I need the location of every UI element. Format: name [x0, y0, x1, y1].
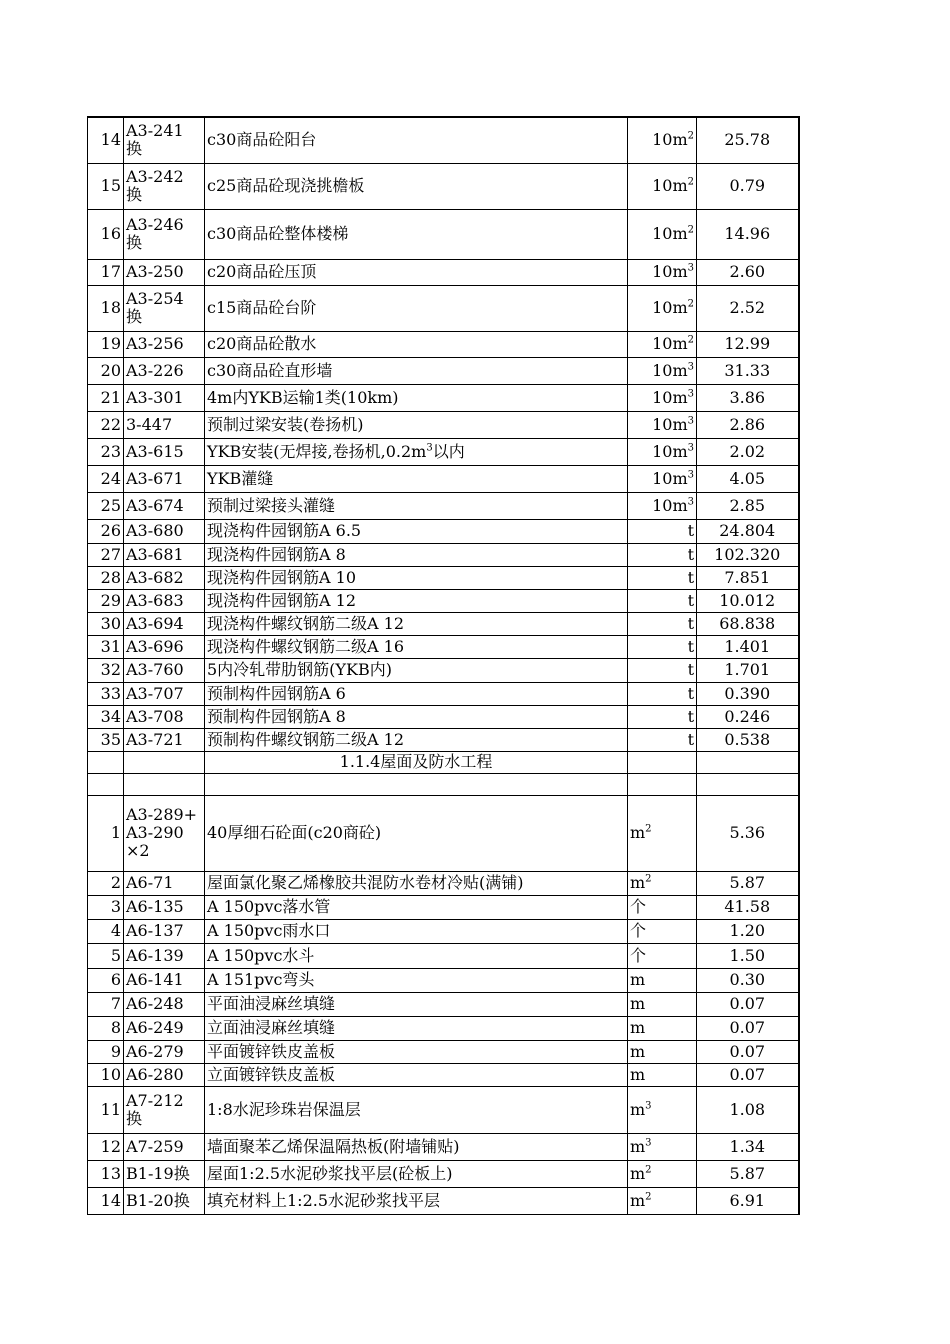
cell-unit[interactable]: [628, 566, 697, 589]
unit-text: 10m: [652, 414, 688, 434]
cell-unit[interactable]: [628, 465, 697, 492]
cell-name[interactable]: 屋面1:2.5水泥砂浆找平层(砼板上): [205, 1160, 628, 1187]
cell-code[interactable]: A6-137: [124, 919, 205, 943]
cell-no[interactable]: 26: [88, 519, 124, 543]
cell-name[interactable]: c30商品砼阳台: [205, 117, 628, 163]
cell-qty[interactable]: 2.02: [697, 438, 799, 465]
table-row: [88, 465, 799, 492]
table-row: [88, 1187, 799, 1214]
cell-code[interactable]: A7-259: [124, 1133, 205, 1160]
cell-code[interactable]: A3-707: [124, 682, 205, 705]
table-row: [88, 871, 799, 895]
cell-code[interactable]: A3-683: [124, 589, 205, 612]
cell-no[interactable]: 22: [88, 411, 124, 438]
cell-unit[interactable]: [628, 411, 697, 438]
table-row: [88, 566, 799, 589]
cell-qty[interactable]: 2.86: [697, 411, 799, 438]
cell-code[interactable]: A3-254 换: [124, 285, 205, 331]
unit-text: t: [687, 567, 694, 587]
cell-code[interactable]: [124, 773, 205, 795]
cell-name[interactable]: 预制过梁安装(卷扬机): [205, 411, 628, 438]
cell-code[interactable]: A3-694: [124, 612, 205, 635]
unit-text: m: [630, 1018, 646, 1037]
cell-code[interactable]: A6-279: [124, 1040, 205, 1063]
unit-exponent: 2: [645, 1164, 652, 1176]
cell-qty[interactable]: 5.36: [697, 795, 799, 871]
cell-code[interactable]: A6-141: [124, 968, 205, 992]
unit-exponent: 2: [645, 873, 652, 885]
cell-qty[interactable]: 1.401: [697, 635, 799, 658]
table-row: [88, 728, 799, 751]
cell-qty[interactable]: 6.91: [697, 1187, 799, 1214]
table-row: [88, 773, 799, 795]
cell-unit[interactable]: [628, 795, 697, 871]
cell-no[interactable]: 28: [88, 566, 124, 589]
table-row: [88, 331, 799, 357]
cell-code[interactable]: A3-681: [124, 543, 205, 566]
cell-unit[interactable]: [628, 895, 697, 919]
cell-no[interactable]: 35: [88, 728, 124, 751]
table-row: [88, 519, 799, 543]
unit-text: t: [687, 613, 694, 633]
cell-code[interactable]: A3-682: [124, 566, 205, 589]
cell-qty[interactable]: 14.96: [697, 209, 799, 259]
cell-no[interactable]: 13: [88, 1160, 124, 1187]
unit-exponent: 3: [687, 496, 694, 508]
cell-name[interactable]: 立面油浸麻丝填缝: [205, 1016, 628, 1040]
name-exponent: 3: [426, 442, 433, 454]
table-row: [88, 285, 799, 331]
cell-code[interactable]: A3-721: [124, 728, 205, 751]
cell-name[interactable]: 现浇构件园钢筋A 8: [205, 543, 628, 566]
table-row: [88, 1040, 799, 1063]
cell-qty[interactable]: 0.246: [697, 705, 799, 728]
cell-name[interactable]: 现浇构件螺纹钢筋二级A 12: [205, 612, 628, 635]
unit-text: 10m: [652, 130, 688, 150]
cell-qty[interactable]: 41.58: [697, 895, 799, 919]
cell-unit[interactable]: [628, 285, 697, 331]
unit-exponent: 2: [645, 823, 652, 835]
unit-exponent: 2: [687, 130, 694, 142]
cell-unit[interactable]: [628, 635, 697, 658]
cell-code[interactable]: A6-71: [124, 871, 205, 895]
cell-code[interactable]: [124, 751, 205, 773]
cell-unit[interactable]: [628, 682, 697, 705]
cell-unit[interactable]: [628, 705, 697, 728]
table-row: [88, 968, 799, 992]
cell-unit[interactable]: [628, 773, 697, 795]
cell-unit[interactable]: [628, 1133, 697, 1160]
unit-text: m: [630, 1136, 646, 1156]
cell-name[interactable]: c30商品砼直形墙: [205, 357, 628, 384]
unit-text: t: [687, 521, 694, 540]
unit-text: 10m: [652, 334, 688, 353]
cell-qty[interactable]: 2.85: [697, 492, 799, 519]
cell-unit[interactable]: [628, 209, 697, 259]
table-row: [88, 919, 799, 943]
cell-no[interactable]: 24: [88, 465, 124, 492]
cell-name[interactable]: A 150pvc落水管: [205, 895, 628, 919]
cell-code[interactable]: A3-615: [124, 438, 205, 465]
cell-unit[interactable]: [628, 992, 697, 1016]
cell-code[interactable]: B1-20换: [124, 1187, 205, 1214]
cell-qty[interactable]: 1.34: [697, 1133, 799, 1160]
table-row: [88, 992, 799, 1016]
cell-name[interactable]: 现浇构件园钢筋A 6.5: [205, 519, 628, 543]
cell-unit[interactable]: [628, 658, 697, 682]
cell-qty[interactable]: 7.851: [697, 566, 799, 589]
cell-unit[interactable]: [628, 357, 697, 384]
cell-no[interactable]: 12: [88, 1133, 124, 1160]
cell-unit[interactable]: [628, 543, 697, 566]
cell-no[interactable]: [88, 773, 124, 795]
cell-code[interactable]: A6-280: [124, 1063, 205, 1086]
cell-qty[interactable]: 1.50: [697, 943, 799, 968]
table-row: [88, 543, 799, 566]
cell-unit[interactable]: [628, 117, 697, 163]
table-body: [88, 117, 799, 1214]
cell-qty[interactable]: 2.60: [697, 259, 799, 285]
table-row: [88, 384, 799, 411]
cell-qty[interactable]: 24.804: [697, 519, 799, 543]
cell-name[interactable]: [205, 438, 628, 465]
cell-unit[interactable]: [628, 1086, 697, 1133]
cell-name[interactable]: 填充材料上1:2.5水泥砂浆找平层: [205, 1187, 628, 1214]
unit-text: 10m: [652, 224, 688, 243]
cell-no[interactable]: 20: [88, 357, 124, 384]
cell-no[interactable]: 23: [88, 438, 124, 465]
cell-name[interactable]: 现浇构件园钢筋A 12: [205, 589, 628, 612]
cell-name[interactable]: 立面镀锌铁皮盖板: [205, 1063, 628, 1086]
cell-qty[interactable]: 1.08: [697, 1086, 799, 1133]
cell-no[interactable]: [88, 751, 124, 773]
table-row: [88, 589, 799, 612]
table-row: [88, 411, 799, 438]
table-row: [88, 705, 799, 728]
cell-no[interactable]: 14: [88, 117, 124, 163]
cell-no[interactable]: 4: [88, 919, 124, 943]
cell-code[interactable]: A6-249: [124, 1016, 205, 1040]
cell-unit[interactable]: [628, 163, 697, 209]
cell-name[interactable]: 平面油浸麻丝填缝: [205, 992, 628, 1016]
cell-code[interactable]: A3-301: [124, 384, 205, 411]
unit-text: 个: [630, 945, 647, 965]
table-row: [88, 1160, 799, 1187]
cell-unit[interactable]: [628, 728, 697, 751]
table-row: [88, 682, 799, 705]
unit-exponent: 3: [687, 442, 694, 454]
unit-text: t: [687, 706, 694, 726]
unit-text: m: [630, 823, 646, 842]
cell-name[interactable]: 现浇构件螺纹钢筋二级A 16: [205, 635, 628, 658]
cell-qty[interactable]: 0.30: [697, 968, 799, 992]
cell-qty[interactable]: 31.33: [697, 357, 799, 384]
cell-name[interactable]: 平面镀锌铁皮盖板: [205, 1040, 628, 1063]
cell-name[interactable]: 预制过梁接头灌缝: [205, 492, 628, 519]
cell-qty[interactable]: 4.05: [697, 465, 799, 492]
cell-code[interactable]: A3-760: [124, 658, 205, 682]
cell-code[interactable]: B1-19换: [124, 1160, 205, 1187]
unit-text: t: [687, 636, 694, 656]
cell-unit[interactable]: [628, 1187, 697, 1214]
unit-exponent: 3: [687, 361, 694, 373]
cell-name[interactable]: 4m内YKB运输1类(10km): [205, 384, 628, 411]
cell-code[interactable]: A3-250: [124, 259, 205, 285]
cell-unit[interactable]: [628, 384, 697, 411]
cell-no[interactable]: 2: [88, 871, 124, 895]
cell-code[interactable]: A3-242 换: [124, 163, 205, 209]
cell-qty[interactable]: 68.838: [697, 612, 799, 635]
cell-qty[interactable]: 0.07: [697, 1063, 799, 1086]
cell-name[interactable]: 现浇构件园钢筋A 10: [205, 566, 628, 589]
cell-code[interactable]: A6-139: [124, 943, 205, 968]
cell-name[interactable]: c25商品砼现浇挑檐板: [205, 163, 628, 209]
unit-text: m: [630, 1064, 646, 1084]
cell-unit[interactable]: [628, 1160, 697, 1187]
cell-code[interactable]: A3-289+ A3-290 ×2: [124, 795, 205, 871]
cell-no[interactable]: 10: [88, 1063, 124, 1086]
cell-name[interactable]: c20商品砼压顶: [205, 259, 628, 285]
unit-text: 10m: [652, 262, 688, 281]
cell-qty[interactable]: 2.52: [697, 285, 799, 331]
cell-no[interactable]: 5: [88, 943, 124, 968]
cell-code[interactable]: A3-246 换: [124, 209, 205, 259]
cell-qty[interactable]: [697, 773, 799, 795]
table-row: [88, 1016, 799, 1040]
table-row: [88, 635, 799, 658]
cell-name[interactable]: 预制构件园钢筋A 6: [205, 682, 628, 705]
table-row: [88, 1063, 799, 1086]
cell-qty[interactable]: 0.07: [697, 992, 799, 1016]
cell-no[interactable]: 16: [88, 209, 124, 259]
unit-text: 10m: [652, 468, 688, 488]
unit-exponent: 3: [687, 262, 694, 274]
table-row: [88, 612, 799, 635]
unit-text: 10m: [652, 387, 688, 407]
unit-text: t: [687, 590, 694, 610]
cell-no[interactable]: 17: [88, 259, 124, 285]
unit-exponent: 3: [687, 388, 694, 400]
cell-no[interactable]: 29: [88, 589, 124, 612]
quantity-table: [87, 116, 800, 1215]
unit-text: t: [687, 729, 694, 749]
cell-qty[interactable]: 0.07: [697, 1040, 799, 1063]
table-row: [88, 209, 799, 259]
table-row: [88, 259, 799, 285]
cell-name[interactable]: 预制构件园钢筋A 8: [205, 705, 628, 728]
cell-unit[interactable]: [628, 331, 697, 357]
name-text: YKB安装(无焊接,卷扬机,0.2m: [207, 441, 427, 461]
cell-qty[interactable]: 1.20: [697, 919, 799, 943]
cell-name[interactable]: 墙面聚苯乙烯保温隔热板(附墙铺贴): [205, 1133, 628, 1160]
cell-name[interactable]: c15商品砼台阶: [205, 285, 628, 331]
table-row: [88, 357, 799, 384]
unit-text: 10m: [652, 176, 688, 195]
cell-code[interactable]: A3-674: [124, 492, 205, 519]
unit-exponent: 2: [687, 176, 694, 188]
cell-code[interactable]: A3-708: [124, 705, 205, 728]
cell-no[interactable]: 25: [88, 492, 124, 519]
cell-no[interactable]: 31: [88, 635, 124, 658]
unit-text: 10m: [652, 441, 688, 461]
unit-text: m: [630, 994, 646, 1013]
cell-unit[interactable]: [628, 751, 697, 773]
cell-code[interactable]: A3-226: [124, 357, 205, 384]
cell-no[interactable]: 21: [88, 384, 124, 411]
table-row: [88, 795, 799, 871]
cell-qty[interactable]: 0.07: [697, 1016, 799, 1040]
unit-text: m: [630, 1190, 646, 1210]
cell-qty[interactable]: 5.87: [697, 1160, 799, 1187]
cell-unit[interactable]: [628, 1063, 697, 1086]
unit-text: 10m: [652, 495, 688, 515]
cell-qty[interactable]: 0.538: [697, 728, 799, 751]
cell-unit[interactable]: [628, 968, 697, 992]
cell-code[interactable]: A6-248: [124, 992, 205, 1016]
table-row: [88, 1086, 799, 1133]
cell-no[interactable]: 19: [88, 331, 124, 357]
unit-exponent: 3: [645, 1137, 652, 1149]
section-title[interactable]: 1.1.4屋面及防水工程: [205, 751, 628, 773]
unit-text: 个: [630, 921, 647, 940]
cell-qty[interactable]: 10.012: [697, 589, 799, 612]
cell-no[interactable]: 27: [88, 543, 124, 566]
cell-qty[interactable]: 25.78: [697, 117, 799, 163]
unit-exponent: 2: [687, 334, 694, 346]
unit-text: m: [630, 1099, 646, 1119]
table-row: [88, 943, 799, 968]
cell-code[interactable]: A3-241 换: [124, 117, 205, 163]
cell-unit[interactable]: [628, 871, 697, 895]
cell-code[interactable]: A3-256: [124, 331, 205, 357]
cell-name[interactable]: A 150pvc雨水口: [205, 919, 628, 943]
unit-text: 10m: [652, 360, 688, 380]
unit-text: m: [630, 1163, 646, 1183]
unit-exponent: 2: [645, 1191, 652, 1203]
table-row: [88, 163, 799, 209]
cell-no[interactable]: 15: [88, 163, 124, 209]
cell-name[interactable]: 1:8水泥珍珠岩保温层: [205, 1086, 628, 1133]
table-row: [88, 751, 799, 773]
table-row: [88, 438, 799, 465]
cell-unit[interactable]: [628, 919, 697, 943]
cell-qty[interactable]: 1.701: [697, 658, 799, 682]
cell-unit[interactable]: [628, 943, 697, 968]
cell-no[interactable]: 33: [88, 682, 124, 705]
cell-code[interactable]: A7-212 换: [124, 1086, 205, 1133]
cell-name[interactable]: c30商品砼整体楼梯: [205, 209, 628, 259]
cell-unit[interactable]: [628, 1040, 697, 1063]
unit-exponent: 3: [645, 1100, 652, 1112]
cell-code[interactable]: A3-696: [124, 635, 205, 658]
cell-qty[interactable]: 5.87: [697, 871, 799, 895]
table-row: [88, 658, 799, 682]
cell-qty[interactable]: 0.390: [697, 682, 799, 705]
table-row: [88, 492, 799, 519]
cell-name[interactable]: 40厚细石砼面(c20商砼): [205, 795, 628, 871]
cell-name[interactable]: 预制构件螺纹钢筋二级A 12: [205, 728, 628, 751]
cell-name[interactable]: A 150pvc水斗: [205, 943, 628, 968]
cell-unit[interactable]: [628, 612, 697, 635]
cell-qty[interactable]: 12.99: [697, 331, 799, 357]
cell-code[interactable]: A3-680: [124, 519, 205, 543]
cell-no[interactable]: 18: [88, 285, 124, 331]
cell-name[interactable]: [205, 773, 628, 795]
cell-name[interactable]: c20商品砼散水: [205, 331, 628, 357]
table-row: [88, 117, 799, 163]
cell-no[interactable]: 32: [88, 658, 124, 682]
table-row: [88, 895, 799, 919]
cell-qty[interactable]: 0.79: [697, 163, 799, 209]
cell-unit[interactable]: [628, 589, 697, 612]
cell-name[interactable]: 屋面氯化聚乙烯橡胶共混防水卷材冷贴(满铺): [205, 871, 628, 895]
cell-name[interactable]: YKB灌缝: [205, 465, 628, 492]
unit-exponent: 3: [687, 469, 694, 481]
unit-text: 10m: [652, 298, 688, 317]
unit-exponent: 3: [687, 415, 694, 427]
cell-qty[interactable]: 3.86: [697, 384, 799, 411]
unit-text: m: [630, 873, 646, 892]
cell-code[interactable]: A3-671: [124, 465, 205, 492]
unit-text: 个: [630, 897, 647, 916]
unit-exponent: 2: [687, 298, 694, 310]
table-row: [88, 1133, 799, 1160]
cell-unit[interactable]: [628, 259, 697, 285]
cell-name[interactable]: 5内冷轧带肋钢筋(YKB内): [205, 658, 628, 682]
cell-no[interactable]: 9: [88, 1040, 124, 1063]
cell-no[interactable]: 8: [88, 1016, 124, 1040]
unit-exponent: 2: [687, 224, 694, 236]
cell-name[interactable]: A 151pvc弯头: [205, 968, 628, 992]
cell-unit[interactable]: [628, 492, 697, 519]
cell-no[interactable]: 11: [88, 1086, 124, 1133]
cell-no[interactable]: 14: [88, 1187, 124, 1214]
cell-no[interactable]: 7: [88, 992, 124, 1016]
cell-unit[interactable]: [628, 519, 697, 543]
cell-qty[interactable]: [697, 751, 799, 773]
cell-qty[interactable]: 102.320: [697, 543, 799, 566]
name-tail: 以内: [432, 441, 465, 461]
cell-code[interactable]: A6-135: [124, 895, 205, 919]
cell-no[interactable]: 1: [88, 795, 124, 871]
cell-no[interactable]: 3: [88, 895, 124, 919]
cell-no[interactable]: 6: [88, 968, 124, 992]
unit-text: t: [687, 683, 694, 703]
unit-text: t: [687, 660, 694, 679]
cell-no[interactable]: 30: [88, 612, 124, 635]
cell-code[interactable]: 3-447: [124, 411, 205, 438]
unit-text: m: [630, 970, 646, 989]
cell-unit[interactable]: [628, 1016, 697, 1040]
unit-text: t: [687, 544, 694, 564]
cell-no[interactable]: 34: [88, 705, 124, 728]
cell-unit[interactable]: [628, 438, 697, 465]
unit-text: m: [630, 1041, 646, 1061]
